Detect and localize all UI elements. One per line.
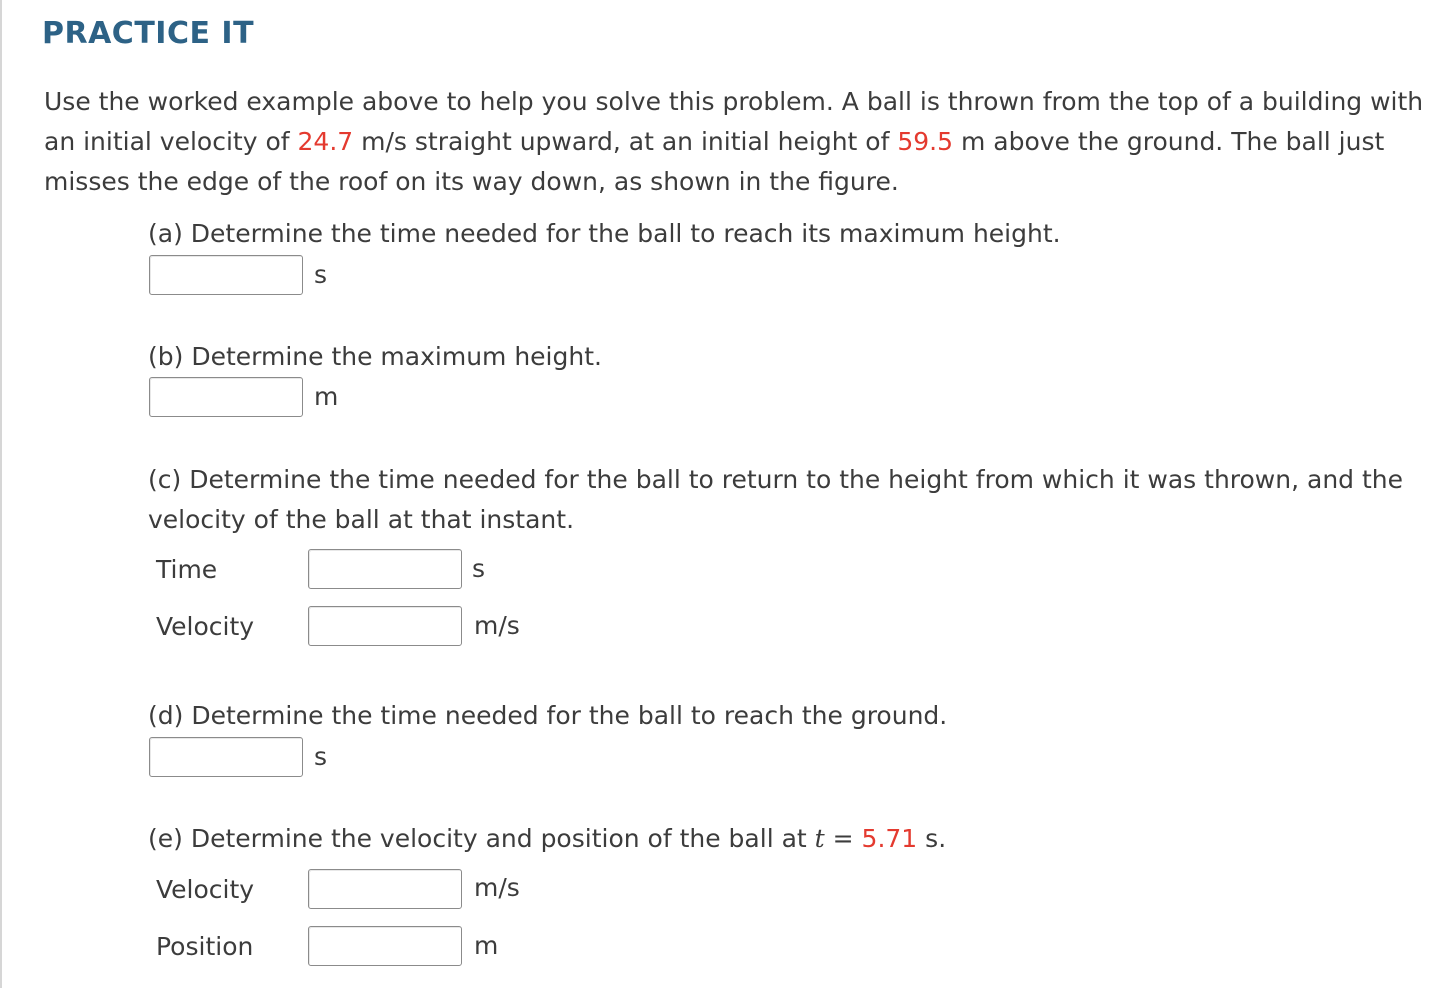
question-b: (b) Determine the maximum height. [148,342,602,371]
left-border [0,0,2,988]
answer-c-velocity-unit: m/s [474,611,520,640]
answer-e-position-unit: m [474,931,499,960]
question-e-text-1: (e) Determine the velocity and position of the ball at [148,824,815,853]
question-c: (c) Determine the time needed for the ball to return to the height from which it was thrown, and the velocity of the ball at that instant. [148,465,1404,534]
intro-text-1: Use the worked example above to help you solve this problem. A ball is thrown from the top of a building with an initial velocity of [44,87,1424,156]
time-value: 5.71 [861,824,918,853]
initial-height-value: 59.5 [897,127,954,156]
position-label: Position [156,932,254,961]
question-e [148,819,946,859]
answer-a-unit: s [314,260,328,289]
answer-e-velocity-input[interactable] [308,869,462,909]
answer-a-input[interactable] [149,255,303,295]
initial-velocity-value: 24.7 [297,127,354,156]
equals-sign: = [824,824,862,853]
answer-d-unit: s [314,742,328,771]
question-d: (d) Determine the time needed for the ball to reach the ground. [148,701,948,730]
question-e-text-2: s. [917,824,947,853]
answer-c-time-input[interactable] [308,549,462,589]
intro-text-3: m above the ground. The ball just misses the edge of the roof on its way down, as shown in the figure. [44,127,1385,196]
answer-c-velocity-input[interactable] [308,606,462,646]
velocity-label: Velocity [156,612,255,641]
question-a: (a) Determine the time needed for the ball to reach its maximum height. [148,219,1061,248]
answer-b-input[interactable] [149,377,303,417]
page-title: PRACTICE IT [42,16,255,51]
answer-e-position-input[interactable] [308,926,462,966]
answer-b-unit: m [314,382,339,411]
velocity-label: Velocity [156,875,255,904]
answer-e-velocity-unit: m/s [474,873,520,902]
intro-text-2: m/s straight upward, at an initial height of [353,127,898,156]
time-variable: t [814,824,825,853]
answer-c-time-unit: s [472,554,486,583]
answer-d-input[interactable] [149,737,303,777]
problem-statement [44,82,1439,202]
time-label: Time [156,555,218,584]
